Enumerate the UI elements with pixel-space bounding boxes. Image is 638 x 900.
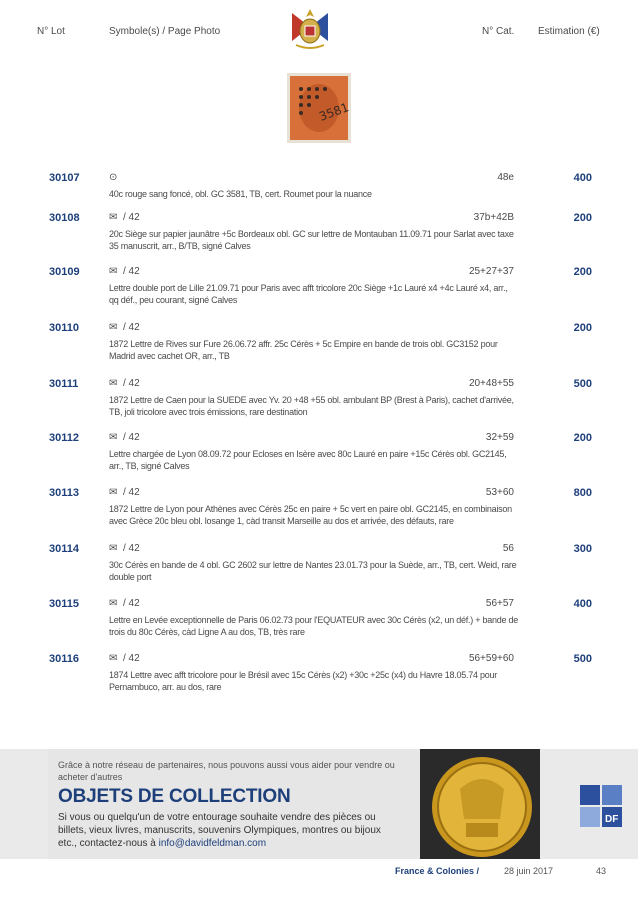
- lot-description: Lettre en Levée exceptionnelle de Paris 06.02.73 pour l'EQUATEUR avec 30c Cérès (x2, un déf.) + bande de trois du 80c Cérès, càd Ligne A au dos, TB, très rare: [109, 615, 519, 637]
- lot-description: 1872 Lettre de Caen pour la SUEDE avec Yv. 20 +48 +55 obl. ambulant BP (Brest à Paris), cachet d'arrivée, TB, joli tricolore avec trois émissions, rare destination: [109, 395, 514, 417]
- footer-date: 28 juin 2017: [504, 866, 554, 876]
- stamp-symbol-icon: ⊙: [109, 172, 118, 183]
- symbol-cell: [109, 653, 140, 664]
- catalog-number: 37b+42B: [473, 212, 514, 223]
- symbol-cell: [109, 172, 123, 183]
- lot-description: 1872 Lettre de Lyon pour Athènes avec Cérès 25c en paire + 5c vert en paire obl. GC2145, en combinaison avec Grèce 20c bleu obl. losange 1, càd transit Marseille au dos et arrivée, des défauts, rare: [109, 504, 512, 526]
- col-header-lot: N° Lot: [37, 26, 65, 37]
- estimate-value: 400: [573, 598, 592, 610]
- estimate-value: 200: [573, 322, 592, 334]
- catalog-number: 48e: [497, 172, 514, 183]
- feldman-logo: [580, 785, 622, 827]
- banner-title: OBJETS DE COLLECTION: [58, 786, 291, 807]
- lot-number: 30107: [49, 172, 80, 184]
- lot-number: 30109: [49, 266, 80, 278]
- lot-number: 30115: [49, 598, 79, 610]
- catalog-number: 20+48+55: [468, 378, 514, 389]
- lot-description: 1872 Lettre de Rives sur Fure 26.06.72 affr. 25c Cérès + 5c Empire en bande de trois obl. GC3152 pour Madrid avec cachet OR, arr., TB: [109, 339, 498, 361]
- symbol-cell: [109, 432, 140, 443]
- envelope-icon: ✉: [109, 598, 118, 609]
- envelope-icon: ✉: [109, 432, 118, 443]
- estimate-value: 800: [573, 487, 592, 499]
- symbol-cell: [109, 378, 140, 389]
- col-header-estimate: Estimation (€): [538, 26, 600, 37]
- symbol-cell: [109, 322, 140, 333]
- lot-description: 1874 Lettre avec afft tricolore pour le Brésil avec 15c Cérès (x2) +30c +25c (x4) du Havre 18.05.74 pour Pernambuco, arr. au dos, rare: [109, 670, 498, 692]
- estimate-value: 300: [573, 543, 592, 555]
- envelope-icon: ✉: [109, 653, 118, 664]
- estimate-value: 200: [573, 432, 592, 444]
- catalog-number: 32+59: [485, 432, 514, 443]
- estimate-value: 500: [573, 653, 592, 665]
- lot-number: 30116: [49, 653, 79, 665]
- photo-page: / 42: [123, 543, 140, 554]
- lot-number: 30111: [49, 378, 79, 390]
- lot-number: 30113: [49, 487, 79, 499]
- photo-page: / 42: [123, 653, 140, 664]
- symbol-cell: [109, 266, 140, 277]
- svg-text:DF: DF: [605, 814, 619, 825]
- catalog-number: 25+27+37: [468, 266, 514, 277]
- photo-page: / 42: [123, 487, 140, 498]
- catalog-number: 56+57: [485, 598, 514, 609]
- email-link[interactable]: info@davidfeldman.com: [158, 838, 267, 849]
- lot-number: 30110: [49, 322, 79, 334]
- lot-description: 40c rouge sang foncé, obl. GC 3581, TB, cert. Roumet pour la nuance: [109, 189, 372, 199]
- symbol-cell: [109, 487, 140, 498]
- svg-text:3581: 3581: [317, 100, 351, 124]
- crest-logo: [288, 7, 332, 51]
- lot-description: Lettre double port de Lille 21.09.71 pour Paris avec afft tricolore 20c Siège +1c Lauré x4 +4c Lauré x4, arr., qq déf., peu courant, signé Calves: [109, 283, 508, 305]
- col-header-cat: N° Cat.: [482, 26, 515, 37]
- photo-page: / 42: [123, 322, 140, 333]
- col-header-symbol: Symbole(s) / Page Photo: [109, 26, 221, 37]
- envelope-icon: ✉: [109, 322, 118, 333]
- banner-body: Si vous ou quelqu'un de votre entourage souhaite vendre des pièces ou billets, vieux livres, manuscrits, souvenirs Olympiques, montres ou bijoux etc., contactez-nous à info@davidfeldman.com: [58, 812, 381, 849]
- estimate-value: 200: [573, 212, 592, 224]
- gold-coin-image: [420, 749, 540, 859]
- lot-number: 30108: [49, 212, 80, 224]
- lot-description: 20c Siège sur papier jaunâtre +5c Bordeaux obl. GC sur lettre de Montauban 11.09.71 pour Sarlat avec taxe 35 manuscrit, arr., B/TB, signé Calves: [109, 229, 514, 251]
- photo-page: / 42: [123, 212, 140, 223]
- symbol-cell: [109, 212, 140, 223]
- page-number: 43: [596, 866, 607, 876]
- lot-number: 30112: [49, 432, 79, 444]
- stamp-photo: [287, 73, 351, 143]
- symbol-cell: [109, 598, 140, 609]
- lot-number: 30114: [49, 543, 79, 555]
- envelope-icon: ✉: [109, 266, 118, 277]
- photo-page: / 42: [123, 266, 140, 277]
- catalog-number: 56+59+60: [468, 653, 514, 664]
- symbol-cell: [109, 543, 140, 554]
- photo-page: / 42: [123, 378, 140, 389]
- banner-intro: Grâce à notre réseau de partenaires, nous pouvons aussi vous aider pour vendre ou acheter d'autres: [58, 760, 395, 782]
- lot-description: 30c Cérès en bande de 4 obl. GC 2602 sur lettre de Nantes 23.01.73 pour la Suède, arr., TB, cert. Weid, rare double port: [109, 560, 517, 582]
- envelope-icon: ✉: [109, 543, 118, 554]
- lot-description: Lettre chargée de Lyon 08.09.72 pour Ecloses en Isère avec 80c Lauré en paire +15c Cérès obl. GC2145, arr., TB, signé Calves: [109, 449, 507, 471]
- photo-page: / 42: [123, 598, 140, 609]
- catalog-number: 56: [502, 543, 514, 554]
- catalog-number: 53+60: [485, 487, 514, 498]
- estimate-value: 400: [573, 172, 592, 184]
- estimate-value: 200: [573, 266, 592, 278]
- photo-page: / 42: [123, 432, 140, 443]
- envelope-icon: ✉: [109, 378, 118, 389]
- estimate-value: 500: [573, 378, 592, 390]
- envelope-icon: ✉: [109, 487, 118, 498]
- footer-brand: France & Colonies /: [395, 866, 480, 876]
- envelope-icon: ✉: [109, 212, 118, 223]
